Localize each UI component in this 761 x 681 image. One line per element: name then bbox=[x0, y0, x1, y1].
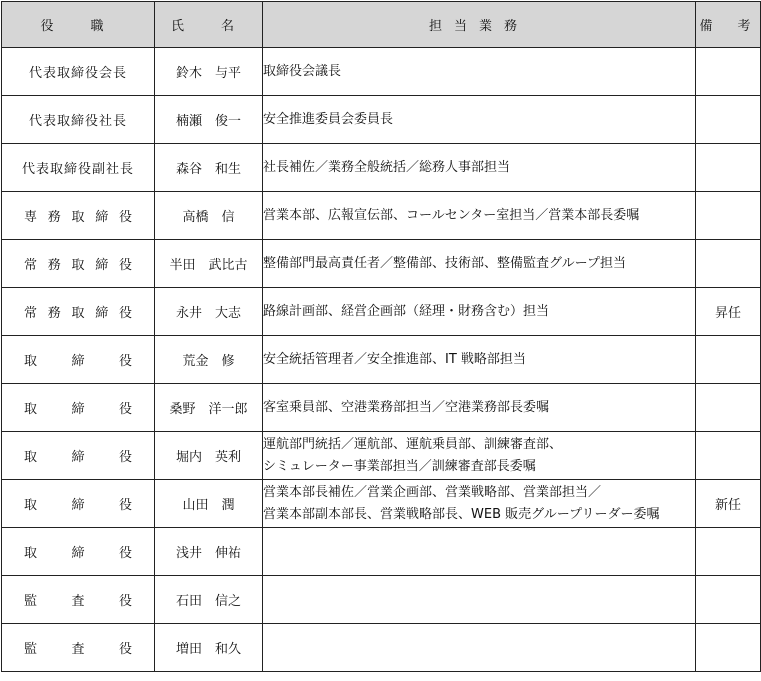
duty-line: 安全統括管理者／安全推進部、IT 戦略部担当 bbox=[263, 351, 526, 367]
duty-cell bbox=[263, 624, 696, 672]
name-cell: 堀内 英利 bbox=[155, 432, 263, 480]
name-cell: 荒金 修 bbox=[155, 336, 263, 384]
duty-line: 営業本部、広報宣伝部、コールセンター室担当／営業本部長委嘱 bbox=[263, 207, 640, 223]
table-body bbox=[2, 48, 761, 672]
duty-line: 安全推進委員会委員長 bbox=[263, 111, 394, 127]
duty-line: 営業本部副本部長、営業戦略部長、WEB 販売グループリーダー委嘱 bbox=[263, 506, 660, 522]
note-cell bbox=[696, 576, 761, 624]
table-row bbox=[2, 96, 761, 144]
officer-table bbox=[1, 1, 761, 672]
table-row bbox=[2, 432, 761, 480]
role-cell: 取締役 bbox=[2, 432, 155, 480]
note-cell bbox=[696, 96, 761, 144]
duty-line: 路線計画部、経営企画部（経理・財務含む）担当 bbox=[263, 303, 550, 319]
table-row bbox=[2, 240, 761, 288]
name-cell: 山田 潤 bbox=[155, 480, 263, 528]
header-name: 氏 名 bbox=[155, 2, 263, 48]
duty-cell bbox=[263, 48, 696, 96]
note-cell bbox=[696, 432, 761, 480]
duty-line: 整備部門最高責任者／整備部、技術部、整備監査グループ担当 bbox=[263, 255, 626, 271]
table-header-row bbox=[2, 2, 761, 48]
duty-cell bbox=[263, 96, 696, 144]
note-cell bbox=[696, 336, 761, 384]
role-cell: 取締役 bbox=[2, 528, 155, 576]
header-note: 備 考 bbox=[696, 2, 761, 48]
duty-cell bbox=[263, 336, 696, 384]
role-cell: 代表取締役会長 bbox=[2, 48, 155, 96]
name-cell: 楠瀬 俊一 bbox=[155, 96, 263, 144]
table-row bbox=[2, 144, 761, 192]
name-cell: 浅井 伸祐 bbox=[155, 528, 263, 576]
name-cell: 高橋 信 bbox=[155, 192, 263, 240]
name-cell: 増田 和久 bbox=[155, 624, 263, 672]
duty-cell bbox=[263, 288, 696, 336]
note-cell bbox=[696, 144, 761, 192]
duty-cell bbox=[263, 576, 696, 624]
table-row bbox=[2, 48, 761, 96]
table-row bbox=[2, 528, 761, 576]
table-row bbox=[2, 384, 761, 432]
duty-cell bbox=[263, 432, 696, 480]
name-cell: 石田 信之 bbox=[155, 576, 263, 624]
note-cell: 昇任 bbox=[696, 288, 761, 336]
name-cell: 森谷 和生 bbox=[155, 144, 263, 192]
duty-line: 取締役会議長 bbox=[263, 63, 342, 79]
table-row bbox=[2, 336, 761, 384]
duty-cell bbox=[263, 240, 696, 288]
note-cell: 新任 bbox=[696, 480, 761, 528]
note-cell bbox=[696, 48, 761, 96]
role-cell: 常務取締役 bbox=[2, 240, 155, 288]
table-row bbox=[2, 480, 761, 528]
role-cell: 専務取締役 bbox=[2, 192, 155, 240]
role-cell: 代表取締役副社長 bbox=[2, 144, 155, 192]
duty-line: 客室乗員部、空港業務部担当／空港業務部長委嘱 bbox=[263, 399, 550, 415]
name-cell: 永井 大志 bbox=[155, 288, 263, 336]
role-cell: 監査役 bbox=[2, 624, 155, 672]
duty-cell bbox=[263, 528, 696, 576]
role-cell: 取締役 bbox=[2, 480, 155, 528]
table-row bbox=[2, 576, 761, 624]
table-row bbox=[2, 192, 761, 240]
role-cell: 代表取締役社長 bbox=[2, 96, 155, 144]
role-cell: 取締役 bbox=[2, 384, 155, 432]
header-role: 役 職 bbox=[2, 2, 155, 48]
duty-line: 社長補佐／業務全般統括／総務人事部担当 bbox=[263, 159, 511, 175]
name-cell: 桑野 洋一郎 bbox=[155, 384, 263, 432]
name-cell: 鈴木 与平 bbox=[155, 48, 263, 96]
note-cell bbox=[696, 192, 761, 240]
header-duty: 担当業務 bbox=[263, 2, 696, 48]
duty-cell bbox=[263, 192, 696, 240]
role-cell: 取締役 bbox=[2, 336, 155, 384]
name-cell: 半田 武比古 bbox=[155, 240, 263, 288]
note-cell bbox=[696, 624, 761, 672]
duty-cell bbox=[263, 144, 696, 192]
role-cell: 監査役 bbox=[2, 576, 155, 624]
note-cell bbox=[696, 528, 761, 576]
note-cell bbox=[696, 240, 761, 288]
duty-cell bbox=[263, 480, 696, 528]
duty-line: 営業本部長補佐／営業企画部、営業戦略部、営業部担当／ bbox=[263, 484, 602, 500]
table-row bbox=[2, 624, 761, 672]
duty-cell bbox=[263, 384, 696, 432]
table-row bbox=[2, 288, 761, 336]
role-cell: 常務取締役 bbox=[2, 288, 155, 336]
note-cell bbox=[696, 384, 761, 432]
duty-line: 運航部門統括／運航部、運航乗員部、訓練審査部、 bbox=[263, 436, 563, 452]
duty-line: シミュレーター事業部担当／訓練審査部長委嘱 bbox=[263, 458, 536, 474]
